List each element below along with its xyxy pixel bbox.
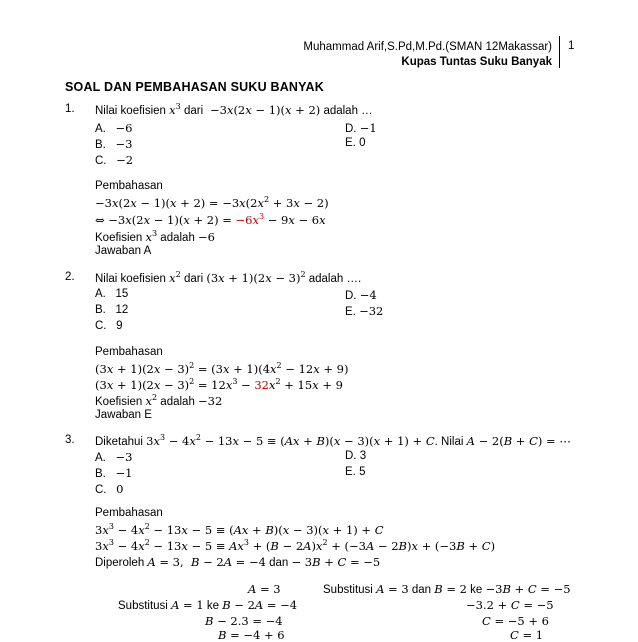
q1-step-2: ⇔ $-3x(2x - 1)(x + 2) = -6x^3 - 9x - 6x$ (95, 212, 326, 227)
q2-pembahasan-label: Pembahasan (95, 346, 163, 358)
q2-option-e: E. −32 (345, 304, 384, 318)
q3-option-e: E. 5 (345, 466, 366, 478)
q1-step-1: $-3x(2x - 1)(x + 2) = -3x(2x^2 + 3x - 2)$ (95, 195, 329, 210)
q3-option-d: D. 3 (345, 450, 367, 462)
q3-sub-left-1: A = 3 (248, 582, 281, 596)
q2-number: 2. (65, 271, 75, 283)
q2-step-1: $(3x + 1)(2x - 3)^2 = (3x + 1)(4x^2 - 12x + 9)$ (95, 361, 349, 376)
q2-question: Nilai koefisien $x^2$ dari $(3x + 1)(2x - 3)^2$ adalah …. (95, 270, 362, 285)
q1-option-a: A. −6 (95, 121, 133, 135)
q1-number: 1. (65, 103, 75, 115)
q1-option-d: D. −1 (345, 121, 377, 135)
page-header (303, 40, 552, 70)
q3-diperoleh: Diperoleh A = 3, B − 2A = −4 dan − 3B + C = −5 (95, 555, 381, 569)
q1-pembahasan-label: Pembahasan (95, 180, 163, 192)
q2-option-b: B. 12 (95, 304, 129, 316)
document-title: SOAL DAN PEMBAHASAN SUKU BANYAK (65, 80, 325, 94)
q3-sub-left-2: Substitusi A = 1 ke B − 2A = −4 (118, 598, 298, 612)
q1-option-b: B. −3 (95, 137, 133, 151)
header-divider (559, 36, 560, 68)
q3-number: 3. (65, 434, 75, 446)
q3-step-2: $3x^3 - 4x^2 - 13x - 5 \equiv Ax^3 + (B - 2A)x^2 + (-3A - 2B)x + (-3B + C)$ (95, 538, 496, 553)
q1-option-e: E. 0 (345, 137, 366, 149)
q3-option-b: B. −1 (95, 466, 133, 480)
q3-sub-right-4: C = 1 (510, 628, 544, 642)
q3-sub-left-3: B − 2.3 = −4 (205, 614, 283, 628)
q3-sub-right-3: C = −5 + 6 (482, 614, 549, 628)
q2-option-d: D. −4 (345, 288, 377, 302)
q3-question: Diketahui $3x^3 - 4x^2 - 13x - 5 \equiv (Ax + B)(x - 3)(x + 1) + C$. Nilai A − 2(B + C) = ⋯ (95, 433, 571, 448)
q2-jawaban: Jawaban E (95, 409, 152, 421)
q3-sub-right-2: −3.2 + C = −5 (466, 598, 554, 612)
header-subtitle: Kupas Tuntas Suku Banyak (401, 56, 552, 68)
q3-option-a: A. −3 (95, 450, 133, 464)
q3-option-c: C. 0 (95, 482, 124, 496)
q3-pembahasan-label: Pembahasan (95, 507, 163, 519)
q2-koefisien: Koefisien $x^2$ adalah −32 (95, 393, 223, 408)
q3-sub-right-1: Substitusi A = 3 dan B = 2 ke −3B + C = −5 (323, 582, 571, 596)
q3-step-1: $3x^3 - 4x^2 - 13x - 5 \equiv (Ax + B)(x - 3)(x + 1) + C$ (95, 522, 384, 537)
q1-koefisien: Koefisien $x^3$ adalah −6 (95, 229, 215, 244)
q2-option-a: A. 15 (95, 288, 129, 300)
q3-sub-left-4: B = −4 + 6 (218, 628, 285, 642)
q2-option-c: C. 9 (95, 320, 123, 332)
page-number: 1 (568, 40, 575, 52)
q1-question: Nilai koefisien $x^3$ dari −3x(2x − 1)(x + 2) adalah … (95, 102, 373, 117)
q2-step-2: $(3x + 1)(2x - 3)^2 = 12x^3 - 32x^2 + 15x + 9$ (95, 377, 343, 392)
header-author: Muhammad Arif,S.Pd,M.Pd.(SMAN 12Makassar) (303, 41, 552, 53)
q1-option-c: C. −2 (95, 153, 134, 167)
q1-jawaban: Jawaban A (95, 245, 152, 257)
